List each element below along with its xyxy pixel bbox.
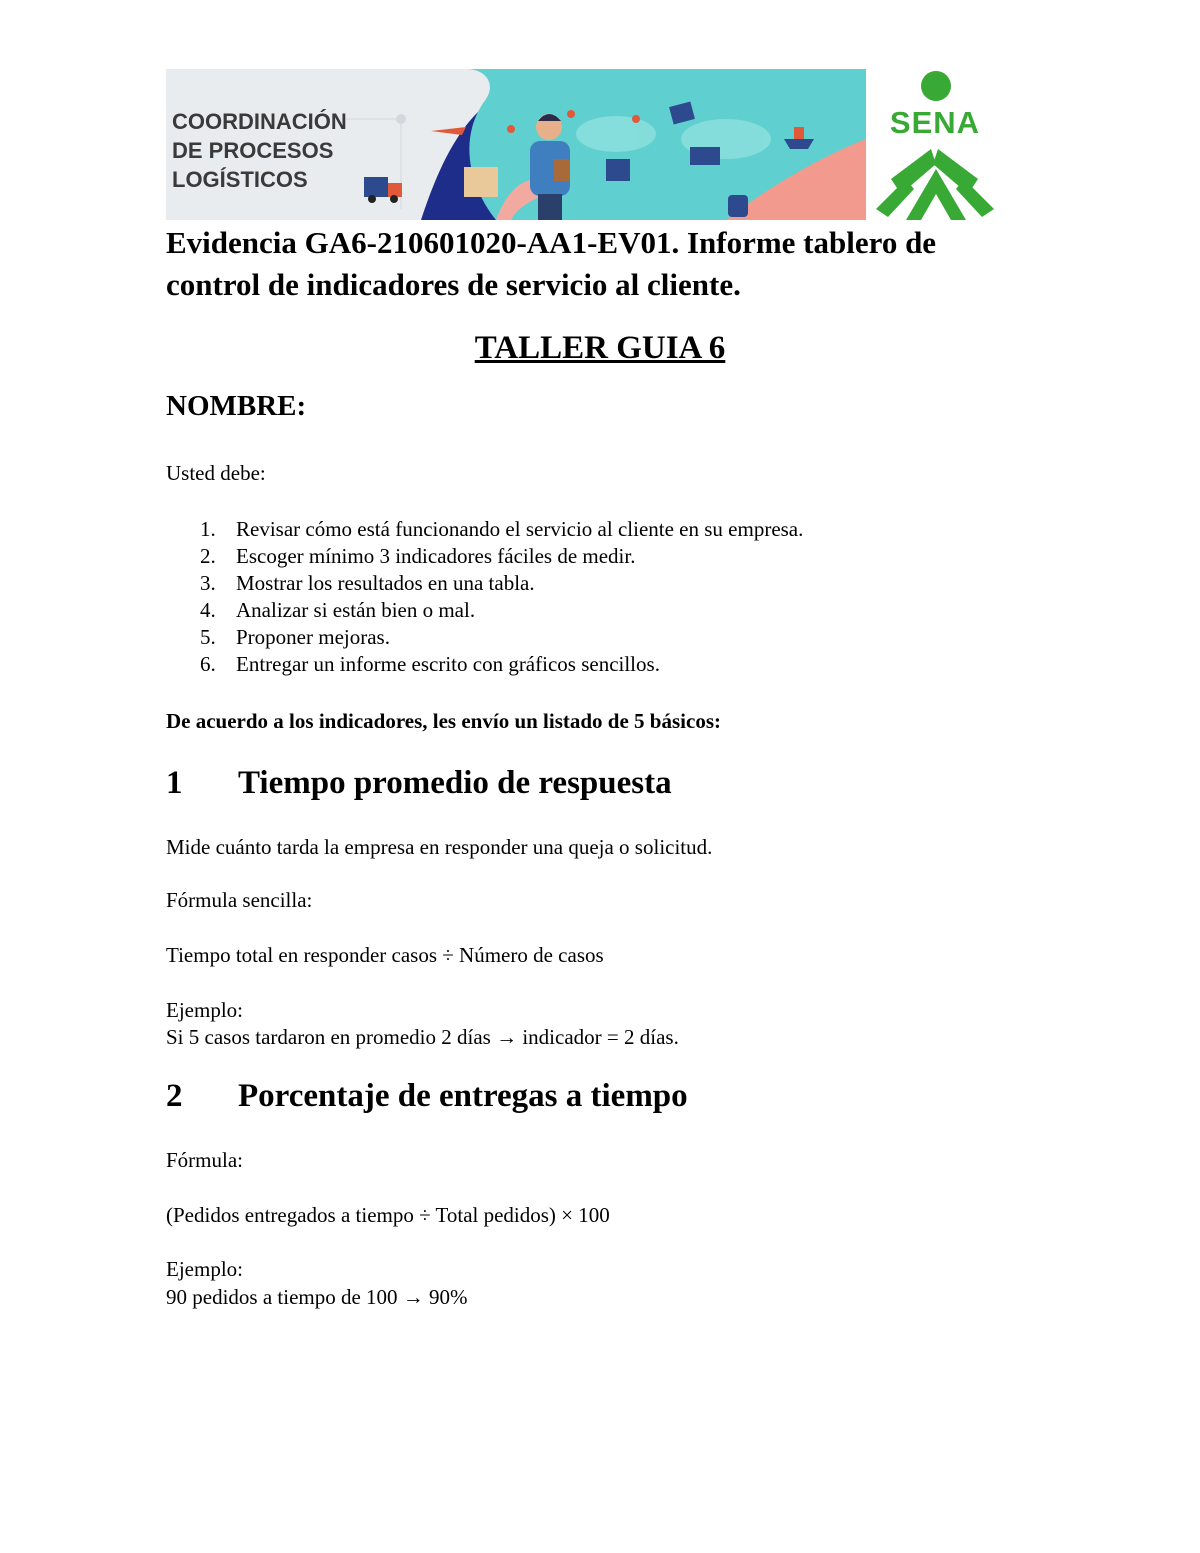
section-1-formula: Tiempo total en responder casos ÷ Número de casos — [166, 943, 604, 967]
name-label: NOMBRE: — [166, 390, 307, 422]
list-item-text: Proponer mejoras. — [236, 625, 390, 649]
section-2-formula-label: Fórmula: — [166, 1148, 243, 1172]
sena-logo-text: SENA — [889, 105, 981, 140]
banner-title-line: DE PROCESOS — [172, 138, 334, 163]
section-2-example-label: Ejemplo: — [166, 1257, 243, 1281]
section-number: 1 — [166, 765, 183, 801]
indicators-intro: De acuerdo a los indicadores, les envío un listado de 5 básicos: — [166, 709, 721, 733]
section-1-description: Mide cuánto tarda la empresa en responder una queja o solicitud. — [166, 835, 713, 859]
section-heading-1 — [166, 765, 672, 802]
banner-title — [172, 107, 347, 194]
list-item-number: 1. — [200, 517, 216, 541]
section-1-formula-label: Fórmula sencilla: — [166, 888, 313, 912]
list-item-text: Escoger mínimo 3 indicadores fáciles de medir. — [236, 544, 636, 568]
section-heading-text: Tiempo promedio de respuesta — [238, 765, 672, 801]
list-item-number: 5. — [200, 625, 216, 649]
workshop-title: TALLER GUIA 6 — [474, 330, 726, 366]
list-item — [166, 516, 803, 543]
list-item-number: 3. — [200, 571, 216, 595]
list-item-text: Mostrar los resultados en una tabla. — [236, 571, 535, 595]
list-item-number: 6. — [200, 652, 216, 676]
list-item — [166, 597, 803, 624]
list-item-text: Revisar cómo está funcionando el servicio al cliente en su empresa. — [236, 517, 804, 541]
logistics-banner-image — [166, 69, 866, 220]
list-item — [166, 624, 803, 651]
section-heading-text: Porcentaje de entregas a tiempo — [238, 1078, 688, 1114]
banner-title-line: LOGÍSTICOS — [172, 167, 308, 192]
section-heading-2 — [166, 1078, 688, 1115]
list-item-text: Analizar si están bien o mal. — [236, 598, 476, 622]
section-1-example-label: Ejemplo: — [166, 998, 243, 1022]
banner-title-line: COORDINACIÓN — [172, 109, 347, 134]
list-item-number: 4. — [200, 598, 216, 622]
document-title: Evidencia GA6-210601020-AA1-EV01. Informe tablero de control de indicadores de servicio al cliente. — [166, 225, 937, 302]
section-2-example: 90 pedidos a tiempo de 100 → 90% — [166, 1285, 468, 1309]
list-item-number: 2. — [200, 544, 216, 568]
list-item — [166, 651, 803, 678]
sena-logo — [866, 69, 1004, 220]
sena-logo-figure — [866, 69, 1004, 220]
list-item-text: Entregar un informe escrito con gráficos sencillos. — [236, 652, 660, 676]
section-1-example: Si 5 casos tardaron en promedio 2 días → indicador = 2 días. — [166, 1025, 679, 1049]
header-banner — [166, 69, 1004, 220]
task-list — [166, 516, 803, 678]
list-item — [166, 543, 803, 570]
list-item — [166, 570, 803, 597]
section-2-formula: (Pedidos entregados a tiempo ÷ Total pedidos) × 100 — [166, 1203, 610, 1227]
intro-text: Usted debe: — [166, 461, 266, 485]
section-number: 2 — [166, 1078, 183, 1114]
